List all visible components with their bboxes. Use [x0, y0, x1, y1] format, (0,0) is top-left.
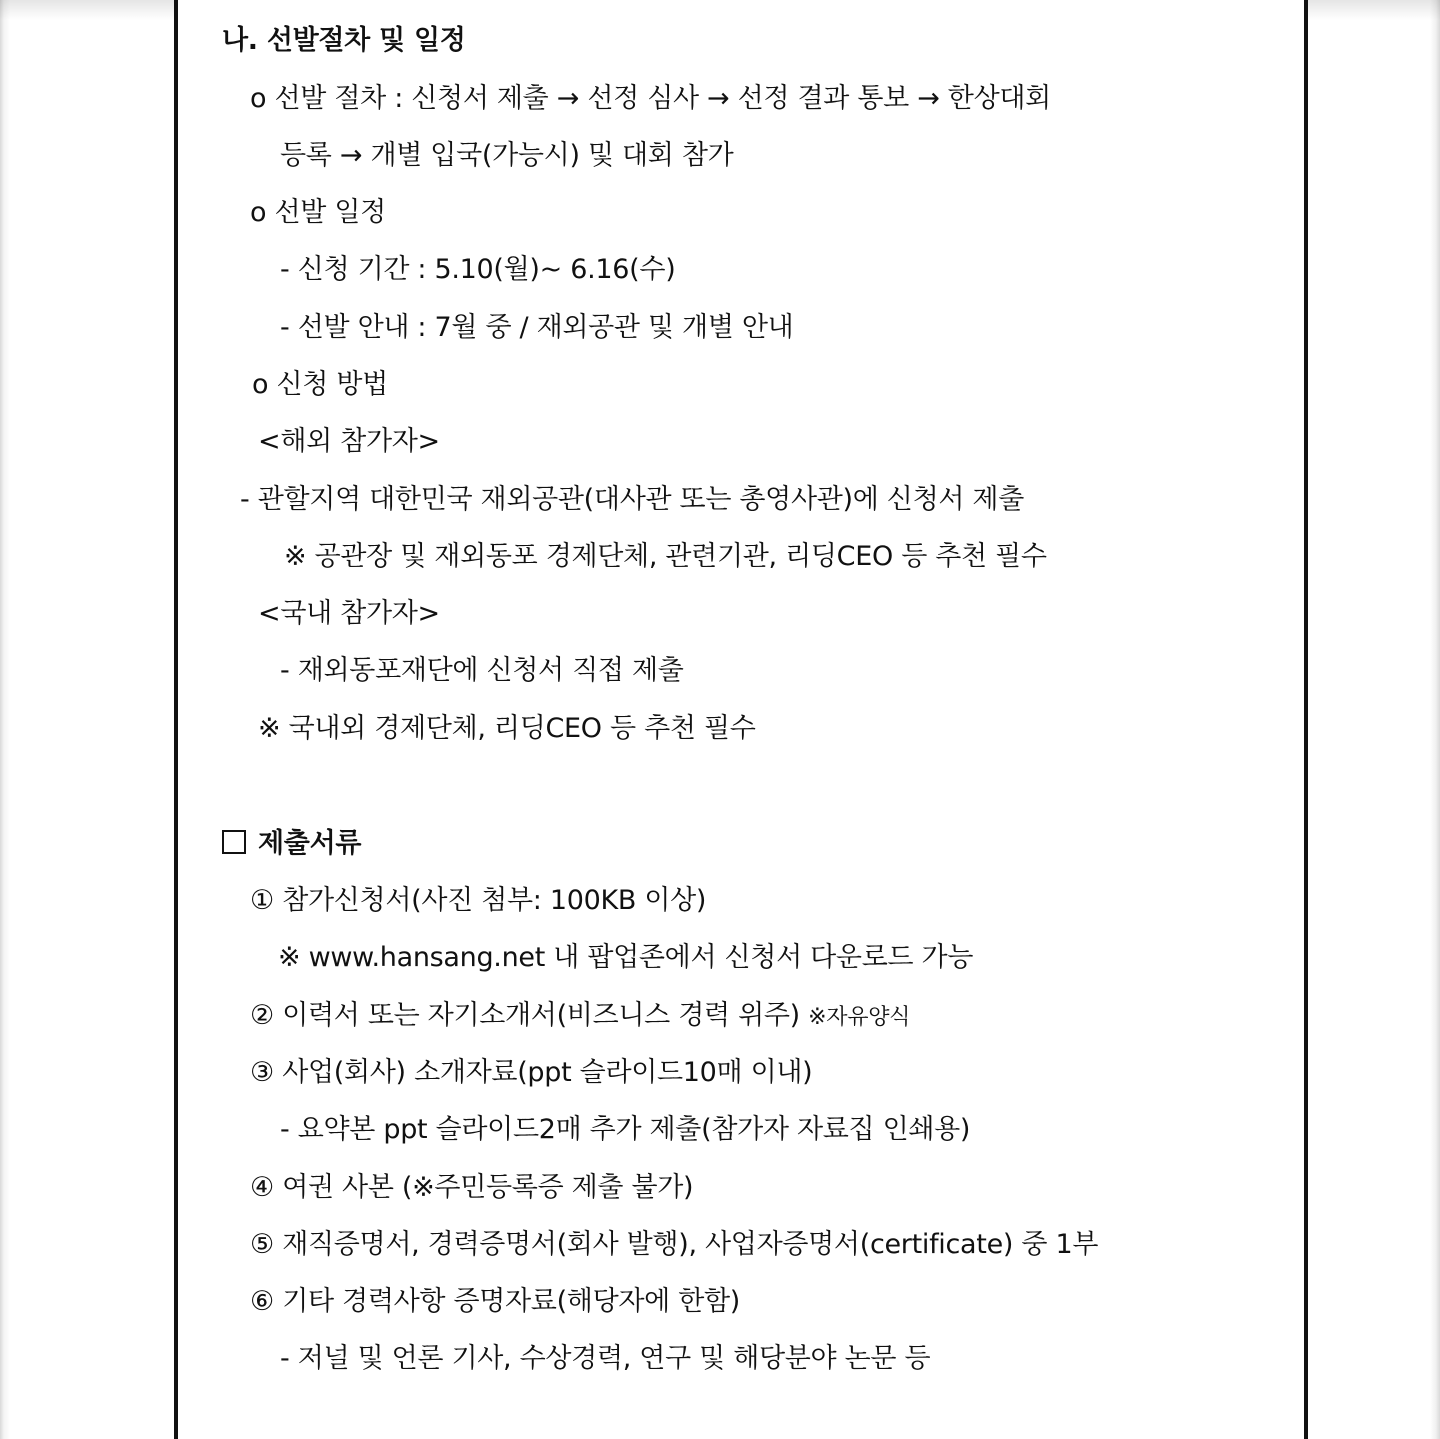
- document-item-3-sub: - 요약본 ppt 슬라이드2매 추가 제출(참가자 자료집 인쇄용): [280, 1114, 971, 1145]
- documents-heading-text: 제출서류: [258, 828, 362, 859]
- domestic-participants-note: ※ 국내외 경제단체, 리딩CEO 등 추천 필수: [258, 713, 756, 744]
- document-item-3: ③ 사업(회사) 소개자료(ppt 슬라이드10매 이내): [250, 1057, 813, 1088]
- document-item-2: [250, 999, 910, 1035]
- overseas-participants-note: ※ 공관장 및 재외동포 경제단체, 관련기관, 리딩CEO 등 추천 필수: [284, 541, 1047, 572]
- document-page: [174, 0, 1308, 1439]
- document-item-2-text: ② 이력서 또는 자기소개서(비즈니스 경력 위주): [250, 1000, 800, 1031]
- schedule-apply-period: - 신청 기간 : 5.10(월)~ 6.16(수): [280, 254, 676, 285]
- document-item-5: ⑤ 재직증명서, 경력증명서(회사 발행), 사업자증명서(certificate) 중 1부: [250, 1229, 1099, 1260]
- schedule-title: o 선발 일정: [250, 197, 386, 228]
- procedure-line-2: 등록 → 개별 입국(가능시) 및 대회 참가: [280, 140, 734, 171]
- document-item-1-note: ※ www.hansang.net 내 팝업존에서 신청서 다운로드 가능: [278, 942, 974, 973]
- method-title: o 신청 방법: [252, 369, 388, 400]
- section-heading-selection: 나. 선발절차 및 일정: [222, 25, 466, 56]
- section-heading-documents: [222, 827, 361, 861]
- document-item-2-note: ※자유양식: [808, 1005, 911, 1030]
- document-item-6: ⑥ 기타 경력사항 증명자료(해당자에 한함): [250, 1286, 741, 1317]
- domestic-participants-label: <국내 참가자>: [258, 598, 440, 629]
- procedure-line-1: o 선발 절차 : 신청서 제출 → 선정 심사 → 선정 결과 통보 → 한상대회: [250, 83, 1051, 114]
- document-item-4: ④ 여권 사본 (※주민등록증 제출 불가): [250, 1172, 694, 1203]
- checkbox-square-icon: [222, 830, 246, 854]
- overseas-participants-item: - 관할지역 대한민국 재외공관(대사관 또는 총영사관)에 신청서 제출: [240, 484, 1025, 515]
- document-item-6-sub: - 저널 및 언론 기사, 수상경력, 연구 및 해당분야 논문 등: [280, 1343, 931, 1374]
- domestic-participants-item: - 재외동포재단에 신청서 직접 제출: [280, 655, 684, 686]
- schedule-selection-notice: - 선발 안내 : 7월 중 / 재외공관 및 개별 안내: [280, 312, 794, 343]
- document-item-1: ① 참가신청서(사진 첨부: 100KB 이상): [250, 885, 707, 916]
- overseas-participants-label: <해외 참가자>: [258, 426, 440, 457]
